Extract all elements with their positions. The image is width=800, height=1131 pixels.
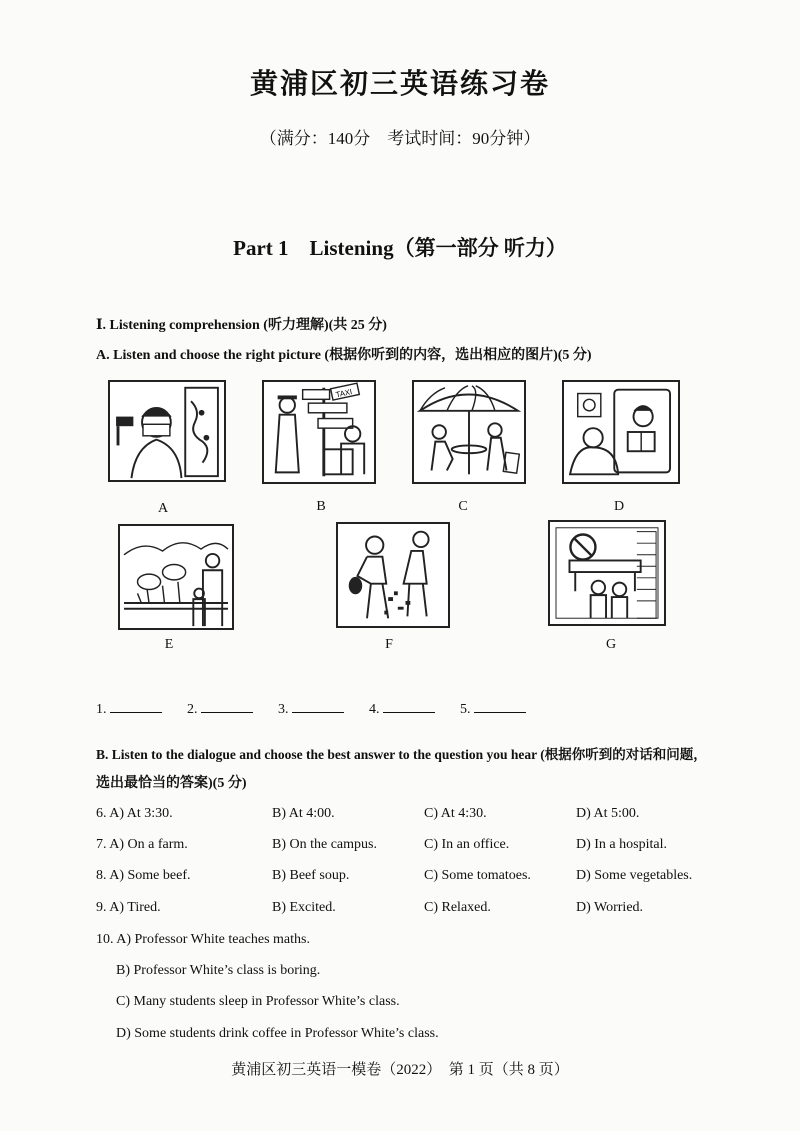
no-fishing-picture [548,520,666,626]
section-1-heading: Ⅰ. Listening comprehension (听力理解)(共 25 分) [96,318,387,333]
picking-litter-picture [336,522,450,628]
question-10-option-a[interactable]: 10. A) Professor White teaches maths. [96,932,310,947]
question-10-option-c[interactable]: C) Many students sleep in Professor White’s class. [116,994,400,1009]
part-heading: Part 1 Listening（第一部分 听力） [233,236,567,260]
answer-blank-5[interactable]: 5. [460,700,526,718]
reading-bed-picture [562,380,680,484]
picture-label-d: D [613,499,625,514]
question-8-option-c[interactable]: C) Some tomatoes. [424,868,531,883]
question-7-option-c[interactable]: C) In an office. [424,837,510,852]
question-9-option-c[interactable]: C) Relaxed. [424,900,491,915]
answer-blanks [96,700,548,718]
question-8-option-d[interactable]: D) Some vegetables. [576,868,693,883]
temperature-check-picture [108,380,226,482]
picture-label-f: F [385,637,393,652]
question-6-option-c[interactable]: C) At 4:30. [424,806,487,821]
answer-blank-1[interactable]: 1. [96,700,162,718]
question-8-option-b[interactable]: B) Beef soup. [272,868,350,883]
question-7-option-a[interactable]: 7. A) On a farm. [96,837,188,852]
zoo-animals-picture [118,524,234,630]
section-b-heading-line2: 选出最恰当的答案)(5 分) [96,776,247,791]
svg-text:TAXI: TAXI [334,387,353,400]
question-10-option-d[interactable]: D) Some students drink coffee in Professor White’s class. [116,1026,439,1041]
question-9-option-b[interactable]: B) Excited. [272,900,336,915]
picture-label-a: A [157,501,169,516]
section-a-heading: A. Listen and choose the right picture (根据你听到的内容，选出相应的图片)(5 分) [96,348,592,363]
question-7-option-d[interactable]: D) In a hospital. [576,837,667,852]
picture-label-g: G [605,637,617,652]
question-8-option-a[interactable]: 8. A) Some beef. [96,868,191,883]
travel-signs-picture [262,380,376,484]
picture-label-e: E [164,637,174,652]
exam-subtitle: （满分：140分 考试时间：90分钟） [259,129,541,148]
question-9-option-a[interactable]: 9. A) Tired. [96,900,161,915]
question-6-option-a[interactable]: 6. A) At 3:30. [96,806,173,821]
question-6-option-d[interactable]: D) At 5:00. [576,806,640,821]
picture-label-c: C [458,499,468,514]
answer-blank-4[interactable]: 4. [369,700,435,718]
picture-label-b: B [316,499,326,514]
question-6-option-b[interactable]: B) At 4:00. [272,806,335,821]
answer-blank-2[interactable]: 2. [187,700,253,718]
question-7-option-b[interactable]: B) On the campus. [272,837,377,852]
answer-blank-3[interactable]: 3. [278,700,344,718]
section-b-heading-line1: B. Listen to the dialogue and choose the best answer to the question you hear (根据你听到的对话和问题， [96,747,707,762]
question-9-option-d[interactable]: D) Worried. [576,900,644,915]
question-10-option-b[interactable]: B) Professor White’s class is boring. [116,963,321,978]
cafe-umbrella-picture [412,380,526,484]
exam-title: 黄浦区初三英语练习卷 [249,69,550,100]
page-footer: 黄浦区初三英语一模卷（2022） 第 1 页（共 8 页） [231,1062,569,1078]
